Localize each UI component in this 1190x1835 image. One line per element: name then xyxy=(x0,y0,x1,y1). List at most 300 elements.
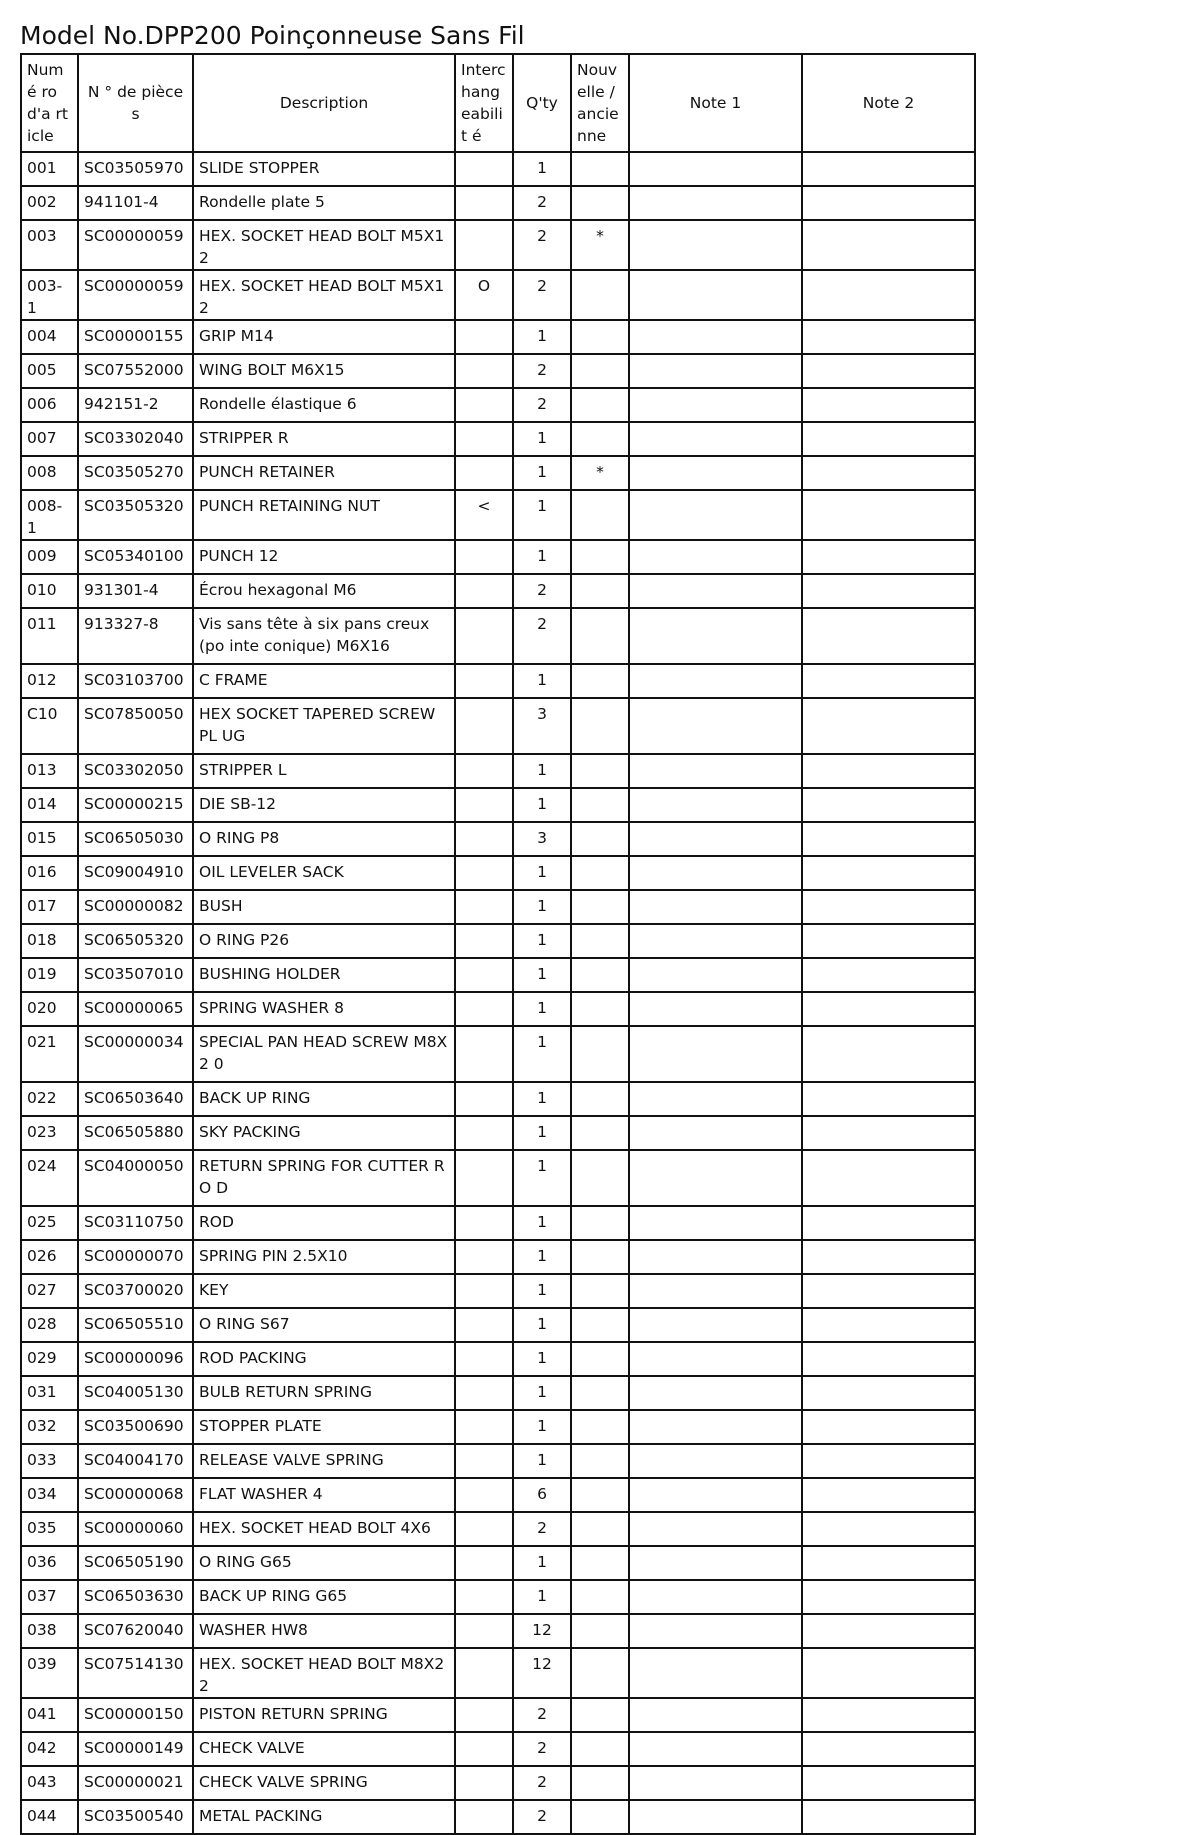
cell-note2 xyxy=(802,1026,975,1082)
cell-qty: 1 xyxy=(513,152,571,186)
cell-note1 xyxy=(629,1698,802,1732)
cell-note1 xyxy=(629,1150,802,1206)
cell-part-no: SC07620040 xyxy=(78,1614,193,1648)
table-row xyxy=(21,1376,975,1410)
cell-note1 xyxy=(629,152,802,186)
cell-new-old xyxy=(571,1410,629,1444)
cell-qty: 1 xyxy=(513,788,571,822)
table-row xyxy=(21,320,975,354)
cell-note2 xyxy=(802,320,975,354)
cell-new-old xyxy=(571,958,629,992)
cell-qty: 1 xyxy=(513,1308,571,1342)
cell-interchangeability xyxy=(455,788,513,822)
cell-interchangeability xyxy=(455,574,513,608)
cell-item-no: 002 xyxy=(21,186,78,220)
cell-description: SPRING WASHER 8 xyxy=(193,992,455,1026)
table-row xyxy=(21,1444,975,1478)
cell-interchangeability xyxy=(455,890,513,924)
table-row xyxy=(21,1580,975,1614)
cell-qty: 1 xyxy=(513,540,571,574)
cell-qty: 1 xyxy=(513,1274,571,1308)
cell-new-old xyxy=(571,1206,629,1240)
cell-new-old xyxy=(571,788,629,822)
cell-new-old xyxy=(571,608,629,664)
cell-qty: 1 xyxy=(513,664,571,698)
table-row xyxy=(21,1732,975,1766)
cell-note1 xyxy=(629,1800,802,1834)
cell-description: SPECIAL PAN HEAD SCREW M8X2 0 xyxy=(193,1026,455,1082)
cell-item-no: C10 xyxy=(21,698,78,754)
cell-description: DIE SB-12 xyxy=(193,788,455,822)
cell-new-old xyxy=(571,856,629,890)
cell-qty: 1 xyxy=(513,1376,571,1410)
cell-description: SPRING PIN 2.5X10 xyxy=(193,1240,455,1274)
table-row xyxy=(21,822,975,856)
cell-part-no: SC06505880 xyxy=(78,1116,193,1150)
cell-note2 xyxy=(802,574,975,608)
cell-new-old xyxy=(571,152,629,186)
cell-item-no: 026 xyxy=(21,1240,78,1274)
cell-note2 xyxy=(802,152,975,186)
cell-note2 xyxy=(802,890,975,924)
cell-qty: 6 xyxy=(513,1478,571,1512)
cell-qty: 1 xyxy=(513,422,571,456)
cell-note2 xyxy=(802,1614,975,1648)
cell-note1 xyxy=(629,422,802,456)
cell-description: HEX. SOCKET HEAD BOLT 4X6 xyxy=(193,1512,455,1546)
cell-note2 xyxy=(802,388,975,422)
cell-qty: 1 xyxy=(513,1444,571,1478)
cell-description: HEX. SOCKET HEAD BOLT M5X12 xyxy=(193,270,455,320)
table-row xyxy=(21,456,975,490)
cell-new-old xyxy=(571,186,629,220)
cell-note2 xyxy=(802,788,975,822)
cell-qty: 1 xyxy=(513,1546,571,1580)
cell-new-old xyxy=(571,822,629,856)
cell-note2 xyxy=(802,1766,975,1800)
cell-qty: 1 xyxy=(513,856,571,890)
cell-qty: 12 xyxy=(513,1648,571,1698)
cell-part-no: SC03505270 xyxy=(78,456,193,490)
cell-description: FLAT WASHER 4 xyxy=(193,1478,455,1512)
cell-part-no: SC06503630 xyxy=(78,1580,193,1614)
table-row xyxy=(21,540,975,574)
cell-new-old xyxy=(571,1342,629,1376)
cell-qty: 1 xyxy=(513,1410,571,1444)
cell-qty: 1 xyxy=(513,1150,571,1206)
cell-note2 xyxy=(802,1478,975,1512)
cell-part-no: 941101-4 xyxy=(78,186,193,220)
cell-note1 xyxy=(629,1240,802,1274)
cell-qty: 3 xyxy=(513,698,571,754)
cell-note1 xyxy=(629,1478,802,1512)
header-description: Description xyxy=(193,54,455,152)
cell-interchangeability xyxy=(455,924,513,958)
cell-part-no: SC03103700 xyxy=(78,664,193,698)
header-note1: Note 1 xyxy=(629,54,802,152)
cell-item-no: 003-1 xyxy=(21,270,78,320)
cell-interchangeability xyxy=(455,1116,513,1150)
cell-description: RELEASE VALVE SPRING xyxy=(193,1444,455,1478)
table-row xyxy=(21,788,975,822)
cell-new-old xyxy=(571,1698,629,1732)
cell-new-old xyxy=(571,1766,629,1800)
table-row xyxy=(21,574,975,608)
cell-note2 xyxy=(802,1410,975,1444)
cell-note2 xyxy=(802,540,975,574)
cell-new-old xyxy=(571,1648,629,1698)
cell-note1 xyxy=(629,754,802,788)
header-row xyxy=(21,54,975,152)
cell-interchangeability xyxy=(455,1150,513,1206)
cell-item-no: 029 xyxy=(21,1342,78,1376)
cell-part-no: SC00000096 xyxy=(78,1342,193,1376)
cell-new-old xyxy=(571,1512,629,1546)
page-title: Model No.DPP200 Poinçonneuse Sans Fil xyxy=(20,21,525,50)
cell-item-no: 010 xyxy=(21,574,78,608)
cell-note2 xyxy=(802,924,975,958)
cell-description: HEX SOCKET TAPERED SCREW PL UG xyxy=(193,698,455,754)
cell-description: SKY PACKING xyxy=(193,1116,455,1150)
cell-part-no: SC09004910 xyxy=(78,856,193,890)
cell-qty: 1 xyxy=(513,1206,571,1240)
cell-part-no: SC03700020 xyxy=(78,1274,193,1308)
cell-new-old xyxy=(571,1800,629,1834)
cell-new-old xyxy=(571,540,629,574)
cell-note1 xyxy=(629,924,802,958)
cell-item-no: 004 xyxy=(21,320,78,354)
cell-qty: 1 xyxy=(513,1116,571,1150)
cell-note1 xyxy=(629,186,802,220)
table-row xyxy=(21,1614,975,1648)
cell-note2 xyxy=(802,1698,975,1732)
cell-note2 xyxy=(802,422,975,456)
cell-interchangeability xyxy=(455,540,513,574)
cell-qty: 3 xyxy=(513,822,571,856)
cell-item-no: 024 xyxy=(21,1150,78,1206)
cell-new-old xyxy=(571,270,629,320)
cell-item-no: 037 xyxy=(21,1580,78,1614)
cell-new-old xyxy=(571,1082,629,1116)
cell-qty: 1 xyxy=(513,1580,571,1614)
cell-item-no: 023 xyxy=(21,1116,78,1150)
cell-description: OIL LEVELER SACK xyxy=(193,856,455,890)
cell-interchangeability xyxy=(455,1614,513,1648)
cell-description: O RING P8 xyxy=(193,822,455,856)
cell-note2 xyxy=(802,220,975,270)
cell-new-old xyxy=(571,924,629,958)
cell-item-no: 035 xyxy=(21,1512,78,1546)
cell-new-old xyxy=(571,1026,629,1082)
cell-note2 xyxy=(802,456,975,490)
cell-qty: 1 xyxy=(513,1082,571,1116)
cell-item-no: 003 xyxy=(21,220,78,270)
cell-interchangeability xyxy=(455,1274,513,1308)
cell-part-no: SC00000065 xyxy=(78,992,193,1026)
cell-part-no: SC05340100 xyxy=(78,540,193,574)
cell-note2 xyxy=(802,1274,975,1308)
cell-note1 xyxy=(629,856,802,890)
cell-qty: 1 xyxy=(513,1342,571,1376)
cell-part-no: SC03500540 xyxy=(78,1800,193,1834)
table-row xyxy=(21,1546,975,1580)
cell-part-no: SC00000068 xyxy=(78,1478,193,1512)
table-row xyxy=(21,754,975,788)
cell-interchangeability xyxy=(455,1580,513,1614)
cell-part-no: SC06503640 xyxy=(78,1082,193,1116)
cell-note1 xyxy=(629,320,802,354)
cell-note2 xyxy=(802,1444,975,1478)
cell-qty: 1 xyxy=(513,1026,571,1082)
cell-part-no: SC00000155 xyxy=(78,320,193,354)
cell-note2 xyxy=(802,698,975,754)
cell-qty: 1 xyxy=(513,958,571,992)
cell-qty: 2 xyxy=(513,186,571,220)
cell-description: ROD PACKING xyxy=(193,1342,455,1376)
cell-description: STOPPER PLATE xyxy=(193,1410,455,1444)
cell-qty: 2 xyxy=(513,220,571,270)
cell-item-no: 041 xyxy=(21,1698,78,1732)
cell-part-no: SC00000060 xyxy=(78,1512,193,1546)
cell-interchangeability: < xyxy=(455,490,513,540)
cell-qty: 2 xyxy=(513,388,571,422)
cell-interchangeability xyxy=(455,1512,513,1546)
table-row xyxy=(21,1116,975,1150)
cell-interchangeability xyxy=(455,992,513,1026)
cell-item-no: 005 xyxy=(21,354,78,388)
cell-note1 xyxy=(629,890,802,924)
cell-item-no: 025 xyxy=(21,1206,78,1240)
cell-part-no: SC06505030 xyxy=(78,822,193,856)
cell-qty: 2 xyxy=(513,1732,571,1766)
cell-note2 xyxy=(802,186,975,220)
cell-item-no: 033 xyxy=(21,1444,78,1478)
cell-item-no: 001 xyxy=(21,152,78,186)
cell-part-no: SC00000149 xyxy=(78,1732,193,1766)
cell-interchangeability xyxy=(455,1376,513,1410)
cell-item-no: 018 xyxy=(21,924,78,958)
cell-item-no: 017 xyxy=(21,890,78,924)
cell-qty: 2 xyxy=(513,574,571,608)
cell-item-no: 009 xyxy=(21,540,78,574)
cell-description: Écrou hexagonal M6 xyxy=(193,574,455,608)
cell-part-no: SC07514130 xyxy=(78,1648,193,1698)
cell-qty: 1 xyxy=(513,754,571,788)
cell-qty: 1 xyxy=(513,456,571,490)
cell-description: PUNCH RETAINER xyxy=(193,456,455,490)
cell-note1 xyxy=(629,574,802,608)
parts-table-body xyxy=(21,152,975,1834)
cell-note2 xyxy=(802,1342,975,1376)
cell-note2 xyxy=(802,490,975,540)
cell-description: BACK UP RING G65 xyxy=(193,1580,455,1614)
cell-note1 xyxy=(629,388,802,422)
cell-interchangeability xyxy=(455,958,513,992)
cell-interchangeability xyxy=(455,1206,513,1240)
cell-part-no: SC00000082 xyxy=(78,890,193,924)
cell-new-old xyxy=(571,1478,629,1512)
cell-new-old xyxy=(571,1308,629,1342)
cell-new-old xyxy=(571,1444,629,1478)
cell-note2 xyxy=(802,1732,975,1766)
cell-new-old xyxy=(571,1376,629,1410)
cell-interchangeability xyxy=(455,1648,513,1698)
cell-description: METAL PACKING xyxy=(193,1800,455,1834)
cell-note2 xyxy=(802,1512,975,1546)
cell-part-no: SC06505320 xyxy=(78,924,193,958)
header-new-old: Nouv elle / ancie nne xyxy=(571,54,629,152)
header-part-no: N ° de pièces xyxy=(78,54,193,152)
cell-note1 xyxy=(629,220,802,270)
cell-interchangeability xyxy=(455,354,513,388)
table-row xyxy=(21,1698,975,1732)
cell-item-no: 027 xyxy=(21,1274,78,1308)
cell-description: KEY xyxy=(193,1274,455,1308)
cell-interchangeability xyxy=(455,856,513,890)
cell-description: WING BOLT M6X15 xyxy=(193,354,455,388)
cell-note1 xyxy=(629,1732,802,1766)
table-row xyxy=(21,1800,975,1834)
table-row xyxy=(21,1240,975,1274)
cell-qty: 1 xyxy=(513,890,571,924)
cell-item-no: 021 xyxy=(21,1026,78,1082)
cell-note2 xyxy=(802,856,975,890)
cell-note2 xyxy=(802,1376,975,1410)
cell-qty: 2 xyxy=(513,1698,571,1732)
cell-interchangeability xyxy=(455,388,513,422)
cell-note1 xyxy=(629,1274,802,1308)
table-row xyxy=(21,992,975,1026)
cell-description: PUNCH 12 xyxy=(193,540,455,574)
cell-new-old xyxy=(571,1274,629,1308)
cell-description: BUSHING HOLDER xyxy=(193,958,455,992)
cell-qty: 12 xyxy=(513,1614,571,1648)
cell-interchangeability xyxy=(455,422,513,456)
cell-note1 xyxy=(629,456,802,490)
table-row xyxy=(21,924,975,958)
cell-interchangeability xyxy=(455,1240,513,1274)
cell-qty: 1 xyxy=(513,490,571,540)
cell-new-old xyxy=(571,354,629,388)
cell-new-old xyxy=(571,992,629,1026)
cell-new-old xyxy=(571,1614,629,1648)
cell-description: GRIP M14 xyxy=(193,320,455,354)
cell-part-no: SC03110750 xyxy=(78,1206,193,1240)
cell-part-no: SC00000059 xyxy=(78,220,193,270)
cell-interchangeability xyxy=(455,1546,513,1580)
cell-interchangeability: O xyxy=(455,270,513,320)
cell-note2 xyxy=(802,1648,975,1698)
cell-note2 xyxy=(802,1150,975,1206)
cell-qty: 2 xyxy=(513,354,571,388)
table-row xyxy=(21,1512,975,1546)
cell-description: C FRAME xyxy=(193,664,455,698)
cell-description: WASHER HW8 xyxy=(193,1614,455,1648)
cell-interchangeability xyxy=(455,608,513,664)
cell-interchangeability xyxy=(455,1342,513,1376)
cell-description: BUSH xyxy=(193,890,455,924)
cell-item-no: 043 xyxy=(21,1766,78,1800)
cell-description: PISTON RETURN SPRING xyxy=(193,1698,455,1732)
cell-note2 xyxy=(802,664,975,698)
table-row xyxy=(21,1026,975,1082)
cell-description: BACK UP RING xyxy=(193,1082,455,1116)
cell-item-no: 014 xyxy=(21,788,78,822)
cell-note2 xyxy=(802,1308,975,1342)
cell-note1 xyxy=(629,354,802,388)
cell-note2 xyxy=(802,354,975,388)
cell-item-no: 016 xyxy=(21,856,78,890)
cell-description: ROD xyxy=(193,1206,455,1240)
cell-qty: 1 xyxy=(513,1240,571,1274)
cell-new-old xyxy=(571,1116,629,1150)
cell-description: BULB RETURN SPRING xyxy=(193,1376,455,1410)
cell-interchangeability xyxy=(455,186,513,220)
cell-qty: 2 xyxy=(513,270,571,320)
cell-note2 xyxy=(802,1116,975,1150)
cell-part-no: 942151-2 xyxy=(78,388,193,422)
cell-note1 xyxy=(629,1648,802,1698)
cell-note1 xyxy=(629,822,802,856)
cell-new-old xyxy=(571,320,629,354)
table-row xyxy=(21,1648,975,1698)
cell-note2 xyxy=(802,1240,975,1274)
table-row xyxy=(21,388,975,422)
cell-interchangeability xyxy=(455,664,513,698)
cell-part-no: SC00000070 xyxy=(78,1240,193,1274)
parts-table xyxy=(20,53,976,1835)
cell-interchangeability xyxy=(455,754,513,788)
cell-part-no: SC04004170 xyxy=(78,1444,193,1478)
cell-note1 xyxy=(629,540,802,574)
table-row xyxy=(21,354,975,388)
cell-item-no: 011 xyxy=(21,608,78,664)
cell-note2 xyxy=(802,1206,975,1240)
cell-part-no: SC03500690 xyxy=(78,1410,193,1444)
cell-qty: 2 xyxy=(513,1800,571,1834)
table-row xyxy=(21,698,975,754)
cell-new-old xyxy=(571,664,629,698)
cell-part-no: SC03302050 xyxy=(78,754,193,788)
table-row xyxy=(21,664,975,698)
cell-interchangeability xyxy=(455,1478,513,1512)
cell-item-no: 020 xyxy=(21,992,78,1026)
cell-interchangeability xyxy=(455,1800,513,1834)
cell-new-old: * xyxy=(571,220,629,270)
table-row xyxy=(21,1342,975,1376)
cell-new-old xyxy=(571,1150,629,1206)
cell-interchangeability xyxy=(455,1766,513,1800)
header-note2: Note 2 xyxy=(802,54,975,152)
cell-note1 xyxy=(629,992,802,1026)
header-interchangeability: Interc hang eabilit é xyxy=(455,54,513,152)
cell-new-old xyxy=(571,490,629,540)
cell-part-no: SC00000150 xyxy=(78,1698,193,1732)
cell-qty: 2 xyxy=(513,608,571,664)
cell-part-no: SC03505320 xyxy=(78,490,193,540)
cell-part-no: SC00000021 xyxy=(78,1766,193,1800)
cell-note1 xyxy=(629,490,802,540)
header-qty: Q'ty xyxy=(513,54,571,152)
cell-interchangeability xyxy=(455,1082,513,1116)
cell-description: Rondelle plate 5 xyxy=(193,186,455,220)
cell-item-no: 034 xyxy=(21,1478,78,1512)
header-item-no: Numé ro d'a rticle xyxy=(21,54,78,152)
cell-qty: 1 xyxy=(513,992,571,1026)
cell-item-no: 008 xyxy=(21,456,78,490)
cell-new-old xyxy=(571,422,629,456)
cell-item-no: 036 xyxy=(21,1546,78,1580)
